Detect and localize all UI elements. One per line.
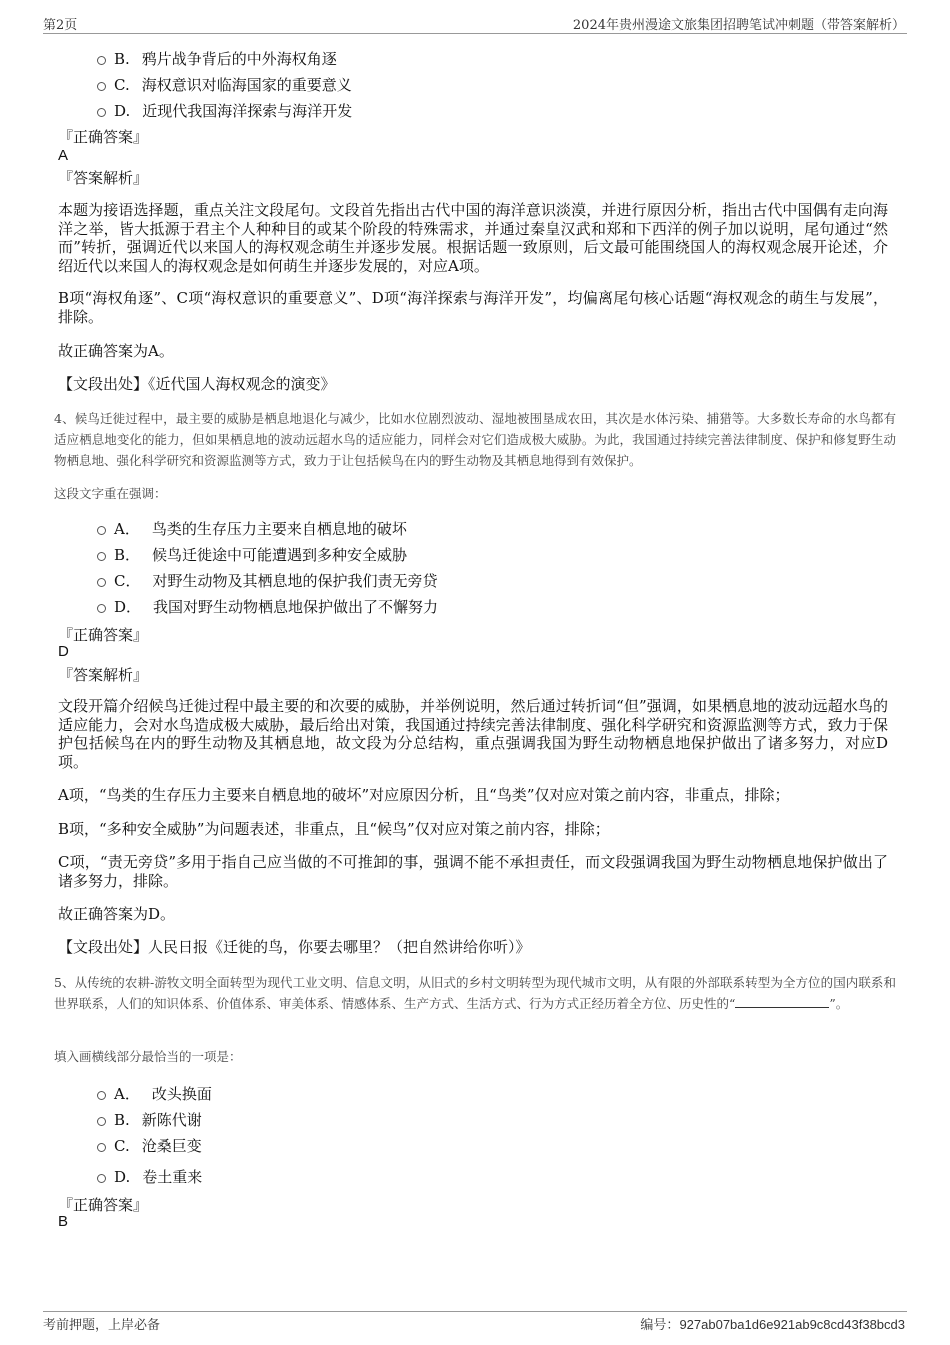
footer-code: 编号：927ab07ba1d6e921ab9c8cd43f38bcd3 <box>640 1317 905 1333</box>
document-title: 2024年贵州漫途文旅集团招聘笔试冲刺题（带答案解析） <box>572 18 905 33</box>
q4-question: 4、候鸟迁徙过程中，最主要的威胁是栖息地退化与减少，比如水位剧烈波动、湿地被围垦成农田，其次是水体污染、捕猎等。大多数长寿命的水鸟都有适应栖息地变化的能力，但如果栖息地的波动远超水鸟的适应能力，同样会对它们造成极大威胁。为此，我国通过持续完善法律制度、保护和修复野生动物栖息地、强化科学研究和资源监测等方式，致力于让包括候鸟在内的野生动物及其栖息地得到有效保护。 <box>54 411 896 468</box>
q3-answer-label: 『正确答案』 <box>58 128 149 146</box>
q5-question: 5、从传统的农耕-游牧文明全面转型为现代工业文明、信息文明，从旧式的乡村文明转型为现代城市文明，从有限的外部联系转型为全方位的国内联系和世界联系，人们的知识体系、价值体系、审美体系、情感体系、生产方式、生活方式、行为方式正经历着全方位、历史性的“ ”。 <box>54 975 896 1011</box>
radio-icon[interactable] <box>97 552 106 561</box>
q4-answer: D <box>58 643 69 660</box>
fill-in-blank <box>735 995 829 1008</box>
q3-option-b[interactable]: B. 鸦片战争背后的中外海权角逐 <box>97 48 337 69</box>
q4-source: 【文段出处】人民日报《迁徙的鸟，你要去哪里？（把自然讲给你听）》 <box>58 938 531 956</box>
radio-icon[interactable] <box>97 604 106 613</box>
radio-icon[interactable] <box>97 1143 106 1152</box>
q4-analysis-para-5: 故正确答案为D。 <box>58 905 176 923</box>
radio-icon[interactable] <box>97 108 106 117</box>
q3-source: 【文段出处】《近代国人海权观念的演变》 <box>58 375 336 393</box>
q3-option-d[interactable]: D. 近现代我国海洋探索与海洋开发 <box>97 100 352 121</box>
radio-icon[interactable] <box>97 526 106 535</box>
q4-option-b[interactable]: B． 候鸟迁徙途中可能遭遇到多种安全威胁 <box>97 544 407 565</box>
radio-icon[interactable] <box>97 1174 106 1183</box>
q4-answer-label: 『正确答案』 <box>58 626 149 644</box>
radio-icon[interactable] <box>97 1091 106 1100</box>
footer-rule <box>43 1311 907 1312</box>
q3-answer: A <box>58 147 69 164</box>
q5-option-c[interactable]: C. 沧桑巨变 <box>97 1135 202 1156</box>
q4-analysis-para-3: B项，“多种安全威胁”为问题表述，非重点，且“候鸟”仅对应对策之前内容，排除； <box>58 820 610 838</box>
q4-analysis-para-4: C项，“责无旁贷”多用于指自己应当做的不可推卸的事，强调不能不承担责任，而文段强调我国为野生动物栖息地保护做出了诸多努力，排除。 <box>58 853 888 890</box>
q5-answer-label: 『正确答案』 <box>58 1196 149 1214</box>
q5-option-a[interactable]: A． 改头换面 <box>97 1083 212 1104</box>
radio-icon[interactable] <box>97 56 106 65</box>
q3-analysis-para-1: 本题为接语选择题，重点关注文段尾句。文段首先指出古代中国的海洋意识淡漠，并进行原因分析，指出古代中国偶有走向海洋之举，皆大抵源于君主个人种种目的或某个阶段的特殊需求，并通过秦皇汉武和郑和下西洋的例子加以说明，尾句通过“然而”转折，强调近代以来国人的海权观念萌生并逐步发展。根据话题一致原则，后文最可能围绕国人的海权观念展开论述，介绍近代以来国人的海权观念是如何萌生并逐步发展的，对应A项。 <box>58 201 888 275</box>
q4-analysis-label: 『答案解析』 <box>58 666 149 684</box>
q4-analysis-para-1: 文段开篇介绍候鸟迁徙过程中最主要的和次要的威胁，并举例说明，然后通过转折词“但”强调，如果栖息地的波动远超水鸟的适应能力，会对水鸟造成极大威胁，最后给出对策，我国通过持续完善法律制度、强化科学研究和资源监测等方式，致力于保护包括候鸟在内的野生动物及其栖息地，故文段为分总结构，重点强调我国为野生动物栖息地保护做出了诸多努力，对应D项。 <box>58 697 888 771</box>
radio-icon[interactable] <box>97 1117 106 1126</box>
page-number: 第2页 <box>43 18 78 33</box>
q3-option-c[interactable]: C. 海权意识对临海国家的重要意义 <box>97 74 352 95</box>
q5-prompt: 填入画横线部分最恰当的一项是： <box>54 1049 242 1064</box>
footer-slogan: 考前押题，上岸必备 <box>43 1318 161 1333</box>
q5-answer: B <box>58 1213 69 1230</box>
q3-analysis-para-3: 故正确答案为A。 <box>58 342 174 360</box>
q5-option-d[interactable]: D. 卷土重来 <box>97 1166 202 1187</box>
q4-option-a[interactable]: A． 鸟类的生存压力主要来自栖息地的破坏 <box>97 518 407 539</box>
q5-option-b[interactable]: B. 新陈代谢 <box>97 1109 202 1130</box>
radio-icon[interactable] <box>97 82 106 91</box>
q4-prompt: 这段文字重在强调： <box>54 486 167 501</box>
header-rule <box>43 33 907 34</box>
q4-analysis-para-2: A项，“鸟类的生存压力主要来自栖息地的破坏”对应原因分析，且“鸟类”仅对应对策之前内容，非重点，排除； <box>58 786 790 804</box>
q4-option-c[interactable]: C． 对野生动物及其栖息地的保护我们责无旁贷 <box>97 570 438 591</box>
radio-icon[interactable] <box>97 578 106 587</box>
q4-option-d[interactable]: D． 我国对野生动物栖息地保护做出了不懈努力 <box>97 596 438 617</box>
q3-analysis-label: 『答案解析』 <box>58 169 149 187</box>
q3-analysis-para-2: B项“海权角逐”、C项“海权意识的重要意义”、D项“海洋探索与海洋开发”，均偏离尾句核心话题“海权观念的萌生与发展”，排除。 <box>58 289 888 326</box>
